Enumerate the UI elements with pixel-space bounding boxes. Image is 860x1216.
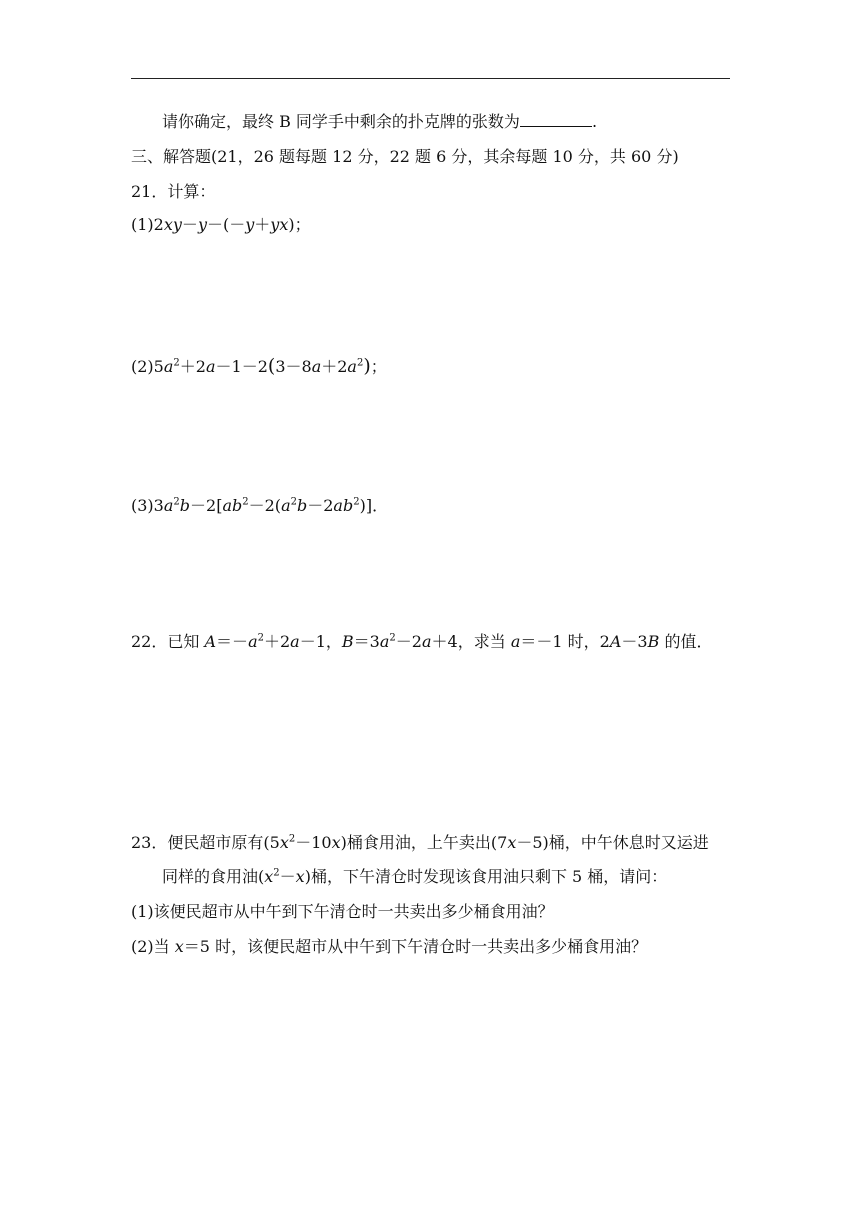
header-rule [131, 78, 730, 79]
q23-part2 [131, 936, 647, 958]
q23-line1 [131, 832, 709, 854]
q22-number: 22． [131, 632, 168, 651]
q23-expr-sold: 7x－5 [497, 833, 543, 852]
q23-part2-condition: x＝5 [174, 937, 216, 956]
q21-part3-expression: $3a^2b-2[ab^2-2(a^2b-2ab^2)]$． [153, 496, 389, 515]
q23-text-a: 便民超市原有( [167, 833, 270, 852]
q21-heading [131, 181, 215, 203]
q21-part1 [131, 214, 311, 236]
q23-text-e: )桶，下午清仓时发现该食用油只剩下 5 桶，请问： [304, 867, 668, 886]
fill-in-end: . [591, 112, 598, 131]
q21-part3 [131, 495, 388, 517]
q23-text-c: )桶，中午休息时又运进 [542, 833, 709, 852]
answer-blank[interactable] [520, 112, 592, 127]
q22-target-expression: 2A－3B [599, 632, 660, 651]
section-heading: 三、解答题(21，26 题每题 12 分，22 题 6 分，其余每题 10 分，共 60 分) [131, 147, 679, 166]
q22-condition: a＝－1 [510, 632, 568, 651]
q21-prompt: 计算： [167, 182, 216, 201]
fill-in-continuation [162, 111, 597, 133]
q22 [131, 631, 712, 653]
q22-value: 的值． [664, 632, 713, 651]
q23-line2 [162, 866, 667, 888]
q22-ask: 求当 [473, 632, 506, 651]
q22-known: 已知 [167, 632, 200, 651]
q23-number: 23． [131, 833, 168, 852]
q21-part1-label: (1) [131, 215, 154, 234]
q23-text-d: 同样的食用油( [162, 867, 265, 886]
fill-in-text: 请你确定，最终 B 同学手中剩余的扑克牌的张数为 [162, 112, 520, 131]
q23-text-b: )桶食用油，上午卖出( [340, 833, 498, 852]
q23-part2-text-b: 时，该便民超市从中午到下午清仓时一共卖出多少桶食用油？ [215, 937, 648, 956]
q21-part2 [131, 355, 387, 378]
q23-expr-added: $x^2-x$ [264, 867, 305, 886]
q23-part2-text-a: (2)当 [131, 937, 170, 956]
q23-expr-original: $5x^2-10x$ [269, 833, 341, 852]
q21-part2-expression: $5a^2+2a-1-2(3-8a+2a^2)$； [153, 355, 387, 377]
q21-part3-label: (3) [131, 496, 154, 515]
q23-part1: (1)该便民超市从中午到下午清仓时一共卖出多少桶食用油？ [131, 902, 554, 921]
q22-expression-a: $A=-a^2+2a-1$，$B=3a^2-2a+4$， [204, 632, 474, 651]
q21-part2-label: (2) [131, 357, 154, 376]
q22-when: 时， [567, 632, 600, 651]
q21-part1-expression: 2xy－y－(－y＋yx)； [153, 215, 311, 234]
q21-number: 21． [131, 182, 168, 201]
